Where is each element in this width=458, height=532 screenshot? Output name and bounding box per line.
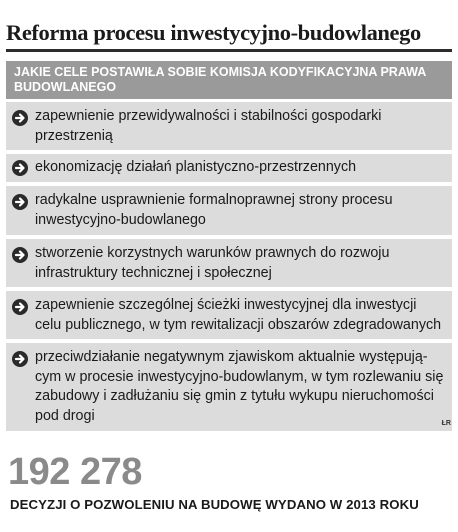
list-item-text: ekonomizację działań planistyczno-przestrzennych [35, 159, 357, 175]
arrow-right-circle-icon [12, 351, 28, 367]
list-item-text: przeciwdziałanie negatywnym zjawiskom aktualnie występującym w procesie inwestycyjno-budowlanym, w tym rozlewaniu się zabudowy i zadłużaniu się gmin z tytułu wykupu nieruchomości pod drogi [35, 349, 444, 424]
list-item [6, 186, 452, 235]
stat-caption: DECYZJI O POZWOLENIU NA BUDOWĘ WYDANO W 2013 ROKU [10, 497, 419, 512]
arrow-right-circle-icon [12, 110, 28, 126]
source-credit: ŁR [441, 420, 451, 427]
arrow-right-circle-icon [12, 247, 28, 263]
list-item [6, 291, 452, 339]
list-item-text: zapewnienie przewidywalności i stabilności gospodarki przestrzenią [35, 108, 382, 144]
title-rule [6, 49, 452, 52]
stat-number: 192 278 [8, 451, 142, 493]
arrow-right-circle-icon [12, 299, 28, 315]
infographic-title: Reforma procesu inwestycyjno-budowlanego [6, 20, 421, 45]
arrow-right-circle-icon [12, 194, 28, 210]
list-item-text: stworzenie korzystnych warunków prawnych do rozwoju infrastruktury technicznej i społecznej [35, 245, 390, 281]
section-header: JAKIE CELE POSTAWIŁA SOBIE KOMISJA KODYFIKACYJNA PRAWA BUDOWLANEGO [6, 61, 452, 99]
list-item [6, 154, 452, 182]
list-item-text: zapewnienie szczególnej ścieżki inwestycyjnej dla inwestycji celu publicznego, w tym rewitalizacji obszarów zdegradowanych [35, 297, 442, 333]
list-item [6, 102, 452, 150]
arrow-right-circle-icon [12, 160, 28, 176]
list-item [6, 343, 452, 431]
list-item [6, 239, 452, 287]
list-item-text: radykalne usprawnienie formalnoprawnej strony procesu inwestycyjno-budowlanego [35, 192, 393, 228]
